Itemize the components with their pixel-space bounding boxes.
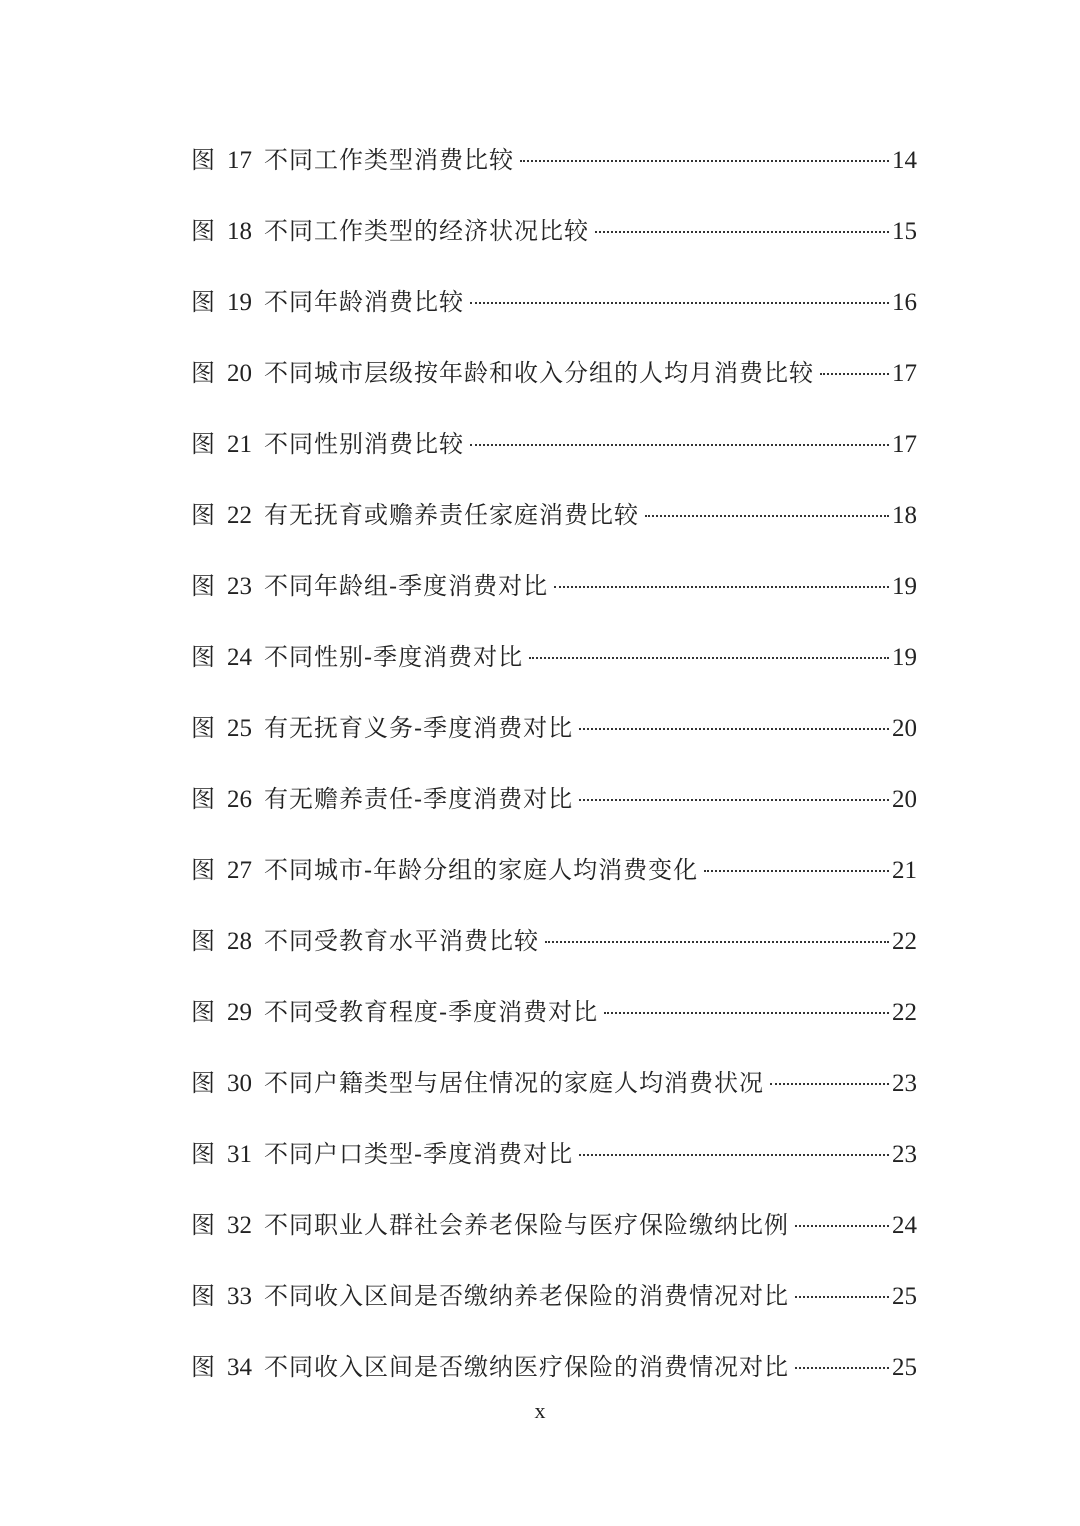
figure-label: 图 — [191, 501, 215, 529]
figure-label: 图 — [191, 643, 215, 671]
dot-leader — [470, 302, 889, 304]
dot-leader — [545, 941, 889, 943]
dot-leader — [579, 799, 889, 801]
figure-title: 不同城市-年龄分组的家庭人均消费变化 — [264, 856, 699, 884]
figure-label: 图 — [191, 927, 215, 955]
table-of-figures — [191, 140, 917, 1418]
figure-number: 26 — [227, 786, 252, 813]
toc-entry[interactable] — [191, 1134, 917, 1205]
figure-title: 不同户籍类型与居住情况的家庭人均消费状况 — [264, 1069, 764, 1097]
entry-page-number: 17 — [892, 360, 917, 387]
toc-entry[interactable] — [191, 850, 917, 921]
figure-label: 图 — [191, 217, 215, 245]
dot-leader — [795, 1367, 889, 1369]
figure-number: 28 — [227, 928, 252, 955]
figure-title: 不同户口类型-季度消费对比 — [264, 1140, 574, 1168]
toc-entry[interactable] — [191, 992, 917, 1063]
figure-number: 25 — [227, 715, 252, 742]
entry-page-number: 15 — [892, 218, 917, 245]
toc-entry[interactable] — [191, 211, 917, 282]
dot-leader — [470, 444, 889, 446]
figure-label: 图 — [191, 714, 215, 742]
figure-title: 不同年龄消费比较 — [264, 288, 464, 316]
entry-page-number: 24 — [892, 1212, 917, 1239]
toc-entry[interactable] — [191, 353, 917, 424]
figure-label: 图 — [191, 572, 215, 600]
toc-entry[interactable] — [191, 282, 917, 353]
figure-label: 图 — [191, 430, 215, 458]
figure-title: 不同性别消费比较 — [264, 430, 464, 458]
figure-label: 图 — [191, 998, 215, 1026]
entry-page-number: 18 — [892, 502, 917, 529]
figure-label: 图 — [191, 1282, 215, 1310]
dot-leader — [795, 1296, 889, 1298]
dot-leader — [704, 870, 889, 872]
dot-leader — [795, 1225, 889, 1227]
figure-number: 24 — [227, 644, 252, 671]
figure-title: 有无赡养责任-季度消费对比 — [264, 785, 574, 813]
entry-page-number: 23 — [892, 1070, 917, 1097]
toc-entry[interactable] — [191, 1205, 917, 1276]
figure-number: 33 — [227, 1283, 252, 1310]
dot-leader — [554, 586, 889, 588]
dot-leader — [579, 728, 889, 730]
figure-title: 不同收入区间是否缴纳医疗保险的消费情况对比 — [264, 1353, 789, 1381]
figure-number: 27 — [227, 857, 252, 884]
figure-number: 22 — [227, 502, 252, 529]
dot-leader — [645, 515, 889, 517]
figure-title: 不同职业人群社会养老保险与医疗保险缴纳比例 — [264, 1211, 789, 1239]
dot-leader — [529, 657, 889, 659]
entry-page-number: 22 — [892, 928, 917, 955]
figure-number: 32 — [227, 1212, 252, 1239]
figure-title: 不同受教育水平消费比较 — [264, 927, 539, 955]
figure-label: 图 — [191, 785, 215, 813]
figure-number: 34 — [227, 1354, 252, 1381]
figure-title: 不同年龄组-季度消费对比 — [264, 572, 549, 600]
page-number: x — [534, 1398, 546, 1423]
dot-leader — [579, 1154, 889, 1156]
figure-number: 29 — [227, 999, 252, 1026]
figure-title: 有无抚育或赡养责任家庭消费比较 — [264, 501, 639, 529]
figure-label: 图 — [191, 1069, 215, 1097]
figure-number: 17 — [227, 147, 252, 174]
figure-label: 图 — [191, 146, 215, 174]
entry-page-number: 16 — [892, 289, 917, 316]
figure-number: 21 — [227, 431, 252, 458]
entry-page-number: 17 — [892, 431, 917, 458]
entry-page-number: 19 — [892, 573, 917, 600]
figure-title: 不同受教育程度-季度消费对比 — [264, 998, 599, 1026]
figure-title: 不同城市层级按年龄和收入分组的人均月消费比较 — [264, 359, 814, 387]
figure-label: 图 — [191, 359, 215, 387]
toc-entry[interactable] — [191, 1063, 917, 1134]
dot-leader — [770, 1083, 889, 1085]
entry-page-number: 23 — [892, 1141, 917, 1168]
figure-number: 23 — [227, 573, 252, 600]
figure-label: 图 — [191, 1211, 215, 1239]
figure-label: 图 — [191, 856, 215, 884]
entry-page-number: 22 — [892, 999, 917, 1026]
figure-number: 30 — [227, 1070, 252, 1097]
toc-entry[interactable] — [191, 779, 917, 850]
figure-number: 18 — [227, 218, 252, 245]
toc-entry[interactable] — [191, 424, 917, 495]
figure-number: 20 — [227, 360, 252, 387]
toc-entry[interactable] — [191, 566, 917, 637]
dot-leader — [595, 231, 889, 233]
toc-entry[interactable] — [191, 637, 917, 708]
figure-label: 图 — [191, 288, 215, 316]
entry-page-number: 20 — [892, 786, 917, 813]
dot-leader — [520, 160, 889, 162]
toc-entry[interactable] — [191, 140, 917, 211]
figure-title: 不同收入区间是否缴纳养老保险的消费情况对比 — [264, 1282, 789, 1310]
entry-page-number: 20 — [892, 715, 917, 742]
figure-label: 图 — [191, 1353, 215, 1381]
figure-title: 不同工作类型消费比较 — [264, 146, 514, 174]
figure-title: 不同工作类型的经济状况比较 — [264, 217, 589, 245]
entry-page-number: 19 — [892, 644, 917, 671]
figure-title: 有无抚育义务-季度消费对比 — [264, 714, 574, 742]
entry-page-number: 25 — [892, 1354, 917, 1381]
entry-page-number: 14 — [892, 147, 917, 174]
toc-entry[interactable] — [191, 921, 917, 992]
figure-label: 图 — [191, 1140, 215, 1168]
toc-entry[interactable] — [191, 495, 917, 566]
dot-leader — [604, 1012, 889, 1014]
entry-page-number: 25 — [892, 1283, 917, 1310]
figure-title: 不同性别-季度消费对比 — [264, 643, 524, 671]
toc-entry[interactable] — [191, 1276, 917, 1347]
toc-entry[interactable] — [191, 708, 917, 779]
entry-page-number: 21 — [892, 857, 917, 884]
figure-number: 31 — [227, 1141, 252, 1168]
dot-leader — [820, 373, 889, 375]
figure-number: 19 — [227, 289, 252, 316]
